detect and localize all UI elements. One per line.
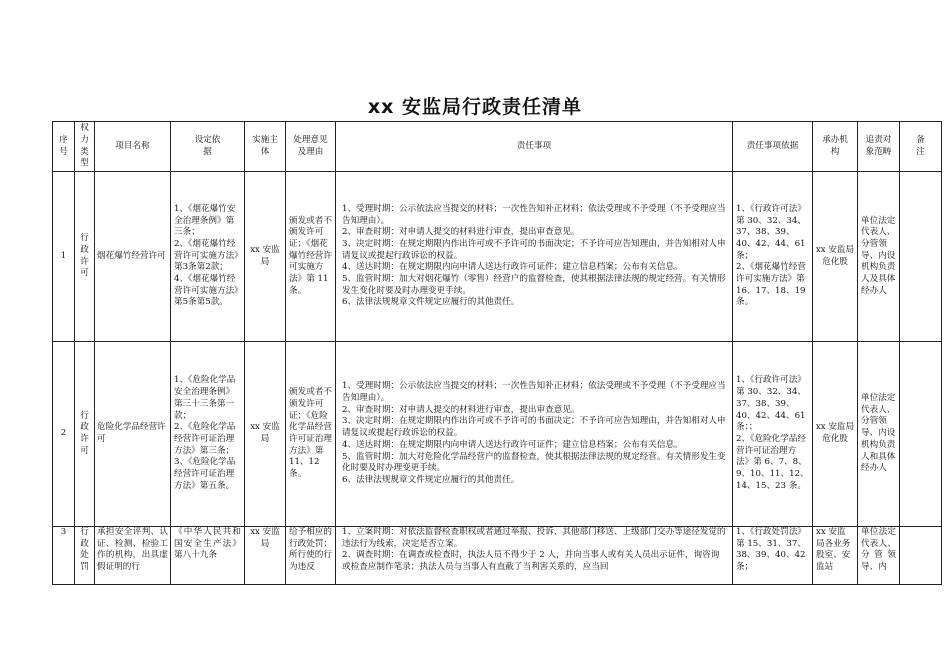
- row-accountable: 单位法定代表人、分管领导、内: [858, 527, 900, 585]
- row-remark: [900, 527, 942, 585]
- table-row: [53, 342, 942, 527]
- row-subject: xx 安监局: [245, 527, 286, 585]
- row-no: 2: [53, 342, 75, 527]
- row-power-type: 行政许可: [75, 342, 95, 527]
- header-basis: 设定依据: [171, 122, 245, 172]
- row-organ: xx 安监局危化股: [813, 342, 858, 527]
- row-organ: xx 安监局各业务股室、安监站: [813, 527, 858, 585]
- row-handling: 给予相应的行政处罚；所行使的行为违反: [286, 527, 336, 585]
- table-row: [53, 172, 942, 342]
- row-duties: 1、受理时期：公示依法应当提交的材料；一次性告知补正材料；依法受理或不予受理（不予受理应当告知理由）。 2、审查时期：对申请人提交的材料进行审查，提出审查意见。 3、决定时期：在规定期限内作出许可或不予许可的书面决定；不予许可应告知理由，并告知相对人申请复议或提起行政诉讼的权益。 4、送达时期：在规定期限内向申请人送达行政许可证件；建立信息档案；公布有关信息。 5、监管时期：加大对烟花爆竹（零售）经营户的监督检查，使其根据法律法规的规定经营。有关情形发生变化时要及时办理变更手续。 6、法律法规规章文件规定应履行的其他责任。: [336, 172, 733, 342]
- row-subject: xx 安监局: [245, 342, 286, 527]
- header-item-name: 项目名称: [95, 122, 171, 172]
- row-power-type: 行政处罚: [75, 527, 95, 585]
- row-duties: 1、受理时期：公示依法应当提交的材料；一次性告知补正材料；依法受理或不予受理（不予受理应当告知理由）。 2、审查时期：对申请人提交的材料进行审查，提出审查意见。 3、决定时期：在规定期限内作出许可或不予许可的书面决定；不予许可应告知理由，并告知相对人申请复议或提起行政诉讼的权益。 4、送达时期：在规定期限内向申请人送达行政许可证件；建立信息档案；公布有关信息。 5、监管时期：加大对危险化学品经营户的监督检查，使其根据法律法规的规定经营。有关情形发生变化时要及时办理变更手续。 6、法律法规规章文件规定应履行的其他责任。: [336, 342, 733, 527]
- row-no: 1: [53, 172, 75, 342]
- header-row: [53, 122, 942, 172]
- row-subject: xx 安监局: [245, 172, 286, 342]
- row-basis: 《中华人民共和国安全生产法》第八十九条: [171, 527, 245, 585]
- row-duties: 1、立案时期：对依法监督检查职权或者通过举报、投诉、其他部门移送、上级部门交办等途径发觉的违法行为线索，决定是否立案。 2、调查时期：在调查或检查时，执法人员不得少于 2 人，并向当事人或有关人员出示证件，询咨询或检查应制作笔录；执法人员与当事人有直截了当利害关系的，应当回: [336, 527, 733, 585]
- row-item-name: 危险化学品经营许可: [95, 342, 171, 527]
- row-accountable: 单位法定代表人、分管领导、内设机构负责人和具体经办人: [858, 342, 900, 527]
- header-no: 序号: [53, 122, 75, 172]
- header-accountable: 追责对象范畴: [858, 122, 900, 172]
- row-handling: 颁发或者不颁发许可证；《烟花爆竹经营许可实施方法》第 11 条。: [286, 172, 336, 342]
- header-duties: 责任事项: [336, 122, 733, 172]
- row-remark: [900, 342, 942, 527]
- row-item-name: 承担安全评判、认证、检测、检验工作的机构，出具虚假证明的行: [95, 527, 171, 585]
- row-accountable: 单位法定代表人、分管领导、内设机构负责人及具体经办人: [858, 172, 900, 342]
- row-duty-basis: 1、《行政处罚法》第 15、31、37、38、39、40、42 条；: [733, 527, 813, 585]
- responsibility-table: [52, 121, 942, 585]
- header-remark: 备注: [900, 122, 942, 172]
- header-handling: 处理意见及理由: [286, 122, 336, 172]
- row-duty-basis: 1、《行政许可法》第 30、32、34、37、38、39、40、42、44、61 条； 2、《烟花爆竹经营许可实施方法》第 16、17、18、19 条。: [733, 172, 813, 342]
- row-item-name: 烟花爆竹经营许可: [95, 172, 171, 342]
- row-basis: 1、《烟花爆竹安全治理条例》第三条； 2、《烟花爆竹经营许可实施方法》第3条第2款； 4、《烟花爆竹经营许可实施方法》第5条第5款。: [171, 172, 245, 342]
- table-row: [53, 527, 942, 585]
- row-remark: [900, 172, 942, 342]
- header-duty-basis: 责任事项依据: [733, 122, 813, 172]
- row-power-type: 行政许可: [75, 172, 95, 342]
- row-no: 3: [53, 527, 75, 585]
- document-title: xx 安监局行政责任清单: [367, 96, 583, 118]
- row-organ: xx 安监局危化股: [813, 172, 858, 342]
- row-handling: 颁发或者不颁发许可证；《危险化学品经营许可证治理方法》第 11、12 条。: [286, 342, 336, 527]
- header-organ: 承办机构: [813, 122, 858, 172]
- row-duty-basis: 1、《行政许可法》第 30、32、34、37、38、39、40、42、44、61 条；； 2、《危险化学品经营许可证治理方法》第 6、7、8、9、10、11、12、14、15、23 条。: [733, 342, 813, 527]
- header-power-type: 权力类型: [75, 122, 95, 172]
- header-subject: 实施主体: [245, 122, 286, 172]
- row-basis: 1、《危险化学品安全治理条例》第三十三条第一款； 2、《危险化学品经营许可证治理方法》第三条； 3、《危险化学品经营许可证治理方法》第五条。: [171, 342, 245, 527]
